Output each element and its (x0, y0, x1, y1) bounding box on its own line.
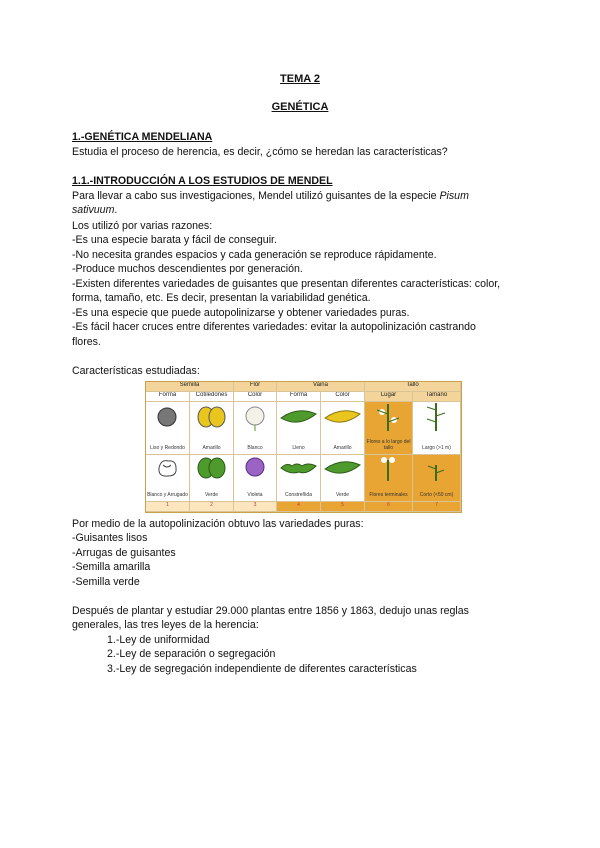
reason-item: -Existen diferentes variedades de guisantes que presentan diferentes características: color, (72, 278, 501, 290)
trait-label: Flores a lo largo del tallo (366, 439, 411, 451)
column-number: 3 (234, 502, 277, 512)
trait-cell (413, 455, 461, 502)
constricted-pod-icon (277, 455, 320, 481)
reason-item: forma, tamaño, etc. Es decir, presentan la variabilidad genética. (72, 292, 371, 304)
full-pod-icon (277, 402, 320, 432)
trait-label: Amarillo (333, 445, 352, 451)
white-flower-icon (234, 402, 276, 432)
column-number: 4 (277, 502, 321, 512)
trait-cell (234, 455, 277, 502)
reason-item: -Es una especie que puede autopolinizarse y obtener variedades puras. (72, 307, 410, 319)
trait-cell (413, 402, 461, 455)
sub-header: Cotiledones (190, 392, 234, 402)
green-pod-icon (321, 455, 364, 481)
species-name-part2: sativuum (72, 204, 115, 216)
group-header: Semilla (146, 382, 234, 392)
column-number: 2 (190, 502, 234, 512)
laws-intro: generales, las tres leyes de la herencia: (72, 619, 259, 631)
law-item: 3.-Ley de segregación independiente de diferentes características (107, 663, 417, 675)
paragraph-line (72, 189, 469, 203)
terminal-flowers-stem-icon (365, 455, 412, 481)
trait-cell (277, 455, 321, 502)
pure-varieties-intro: Por medio de la autopolinización obtuvo las variedades puras: (72, 518, 364, 530)
trait-label: Constreñida (285, 492, 312, 498)
reason-item: -Es fácil hacer cruces entre diferentes variedades: evitar la autopolinización castrando (72, 321, 476, 333)
trait-cell (321, 402, 365, 455)
trait-cell (321, 455, 365, 502)
sub-header: Color (321, 392, 365, 402)
group-header: Flor (234, 382, 277, 392)
section-heading-1-1: 1.1.-INTRODUCCIÓN A LOS ESTUDIOS DE MENDEL (72, 175, 333, 187)
sub-header: Lugar (365, 392, 413, 402)
trait-label: Lleno (292, 445, 305, 451)
law-item: 1.-Ley de uniformidad (107, 634, 210, 646)
column-number: 5 (321, 502, 365, 512)
trait-label: Violeta (247, 492, 263, 498)
paragraph-text: Para llevar a cabo sus investigaciones, Mendel utilizó guisantes de la especie (72, 190, 440, 202)
sub-header: Tamaño (413, 392, 461, 402)
trait-label: Blanco y Arrugado (147, 492, 188, 498)
pure-variety-item: -Guisantes lisos (72, 532, 148, 544)
short-stem-icon (413, 455, 460, 481)
trait-cell (190, 455, 234, 502)
trait-cell (146, 402, 190, 455)
trait-cell (234, 402, 277, 455)
section-heading-1: 1.-GENÉTICA MENDELIANA (72, 131, 213, 143)
reason-item: -No necesita grandes espacios y cada generación se reproduce rápidamente. (72, 249, 437, 261)
axial-flowers-stem-icon (365, 402, 412, 432)
violet-flower-icon (234, 455, 276, 481)
law-item: 2.-Ley de separación o segregación (107, 648, 276, 660)
trait-label: Flores terminales (369, 492, 408, 498)
yellow-pod-icon (321, 402, 364, 432)
group-header: Tallo (365, 382, 461, 392)
trait-label: Amarillo (202, 445, 221, 451)
section-1-text: Estudia el proceso de herencia, es decir, ¿cómo se heredan las características? (72, 146, 448, 158)
paragraph-line (72, 203, 117, 217)
reason-item: -Es una especie barata y fácil de conseguir. (72, 234, 277, 246)
column-number: 7 (413, 502, 461, 512)
tall-stem-icon (413, 402, 460, 432)
trait-cell (146, 455, 190, 502)
trait-label: Verde (204, 492, 219, 498)
topic-title: TEMA 2 (280, 73, 320, 85)
pure-variety-item: -Semilla verde (72, 576, 140, 588)
sub-header: Color (234, 392, 277, 402)
green-cotyledon-icon (190, 455, 233, 481)
trait-label: Corto (<50 cm) (419, 492, 454, 498)
reasons-intro: Los utilizó por varias razones: (72, 220, 213, 232)
trait-label: Verde (335, 492, 350, 498)
pea-characteristics-figure (145, 381, 462, 513)
yellow-cotyledon-icon (190, 402, 233, 432)
column-number: 6 (365, 502, 413, 512)
pure-variety-item: -Semilla amarilla (72, 561, 151, 573)
wrinkled-seed-icon (146, 455, 189, 481)
species-name-part1: Pisum (439, 190, 469, 202)
paragraph-end: . (114, 204, 118, 216)
trait-label: Liso y Redondo (150, 445, 185, 451)
trait-cell (365, 455, 413, 502)
column-number: 1 (146, 502, 190, 512)
topic-subtitle: GENÉTICA (271, 101, 329, 113)
reason-item: -Produce muchos descendientes por generación. (72, 263, 303, 275)
trait-label: Largo (>1 m) (422, 445, 451, 451)
characteristics-label: Características estudiadas: (72, 365, 200, 377)
trait-cell (190, 402, 234, 455)
trait-cell (365, 402, 413, 455)
round-seed-icon (146, 402, 189, 432)
reason-item: flores. (72, 336, 101, 348)
trait-cell (277, 402, 321, 455)
group-header: Vaina (277, 382, 365, 392)
sub-header: Forma (277, 392, 321, 402)
sub-header: Forma (146, 392, 190, 402)
pure-variety-item: -Arrugas de guisantes (72, 547, 176, 559)
trait-label: Blanco (247, 445, 263, 451)
laws-intro: Después de plantar y estudiar 29.000 plantas entre 1856 y 1863, dedujo unas reglas (72, 605, 469, 617)
